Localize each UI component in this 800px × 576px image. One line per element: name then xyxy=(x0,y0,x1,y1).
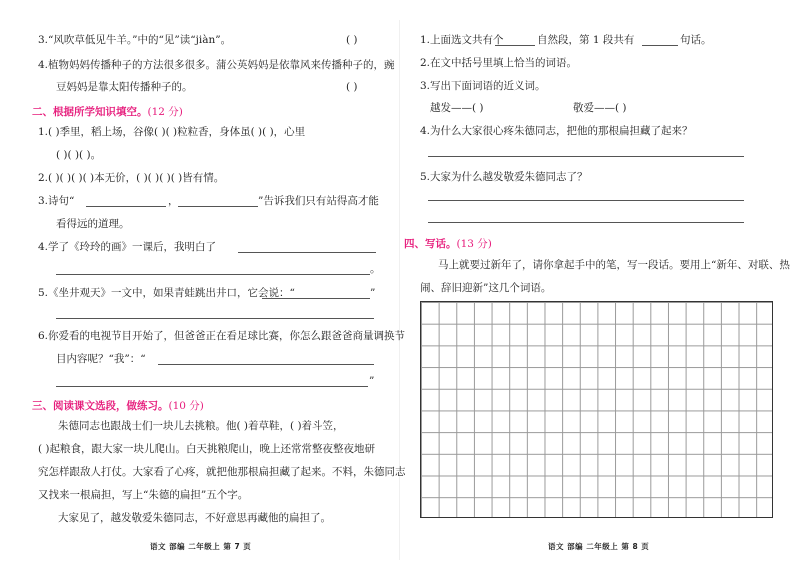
fill-q4: 4.学了《玲玲的画》一课后，我明白了 xyxy=(38,241,217,253)
read-q4: 4.为什么大家很心疼朱德同志，把他的那根扁担藏了起来？ xyxy=(420,125,693,137)
section4-title: 四、写话。 xyxy=(404,238,457,250)
read-q1-blank1[interactable] xyxy=(495,45,535,46)
read-q1-mid: 自然段，第 1 段共有 xyxy=(537,34,635,46)
judge-q4-line2: 豆妈妈是靠太阳传播种子的。 xyxy=(56,81,193,93)
fill-q6-blank2[interactable] xyxy=(56,386,368,387)
page-footer-left: 语文 部编 二年级上 第 7 页 xyxy=(150,542,252,551)
fill-q3-end: ”告诉我们只有站得高才能 xyxy=(258,195,379,207)
fill-q1-line2[interactable]: ( )( )( )。 xyxy=(56,149,102,161)
fill-q4-blank2[interactable] xyxy=(56,274,370,275)
writing-grid[interactable] xyxy=(420,301,773,518)
fill-q5-quote: ” xyxy=(370,287,376,299)
writing-prompt-line2: 闹、辞旧迎新”这几个词语。 xyxy=(420,282,552,294)
section4-heading xyxy=(404,236,492,251)
read-q5: 5.大家为什么越发敬爱朱德同志了？ xyxy=(420,171,588,183)
judge-q4-answer[interactable]: ( ) xyxy=(346,81,358,93)
read-q1-end: 句话。 xyxy=(680,34,712,46)
read-q4-answer-line[interactable] xyxy=(428,156,744,157)
read-q1-start: 1.上面选文共有个 xyxy=(420,34,504,46)
section2-heading xyxy=(32,104,183,119)
passage-line2: ( )起粮食，跟大家一块儿爬山。白天挑粮爬山，晚上还常常整夜整夜地研 xyxy=(38,443,376,455)
read-q5-answer-line1[interactable] xyxy=(428,200,744,201)
fill-q3-mid: ， xyxy=(168,195,179,207)
section3-points: (10 分) xyxy=(168,400,204,412)
fill-q3-blank2[interactable] xyxy=(178,206,258,207)
fill-q5-blank2[interactable] xyxy=(56,318,374,319)
judge-q3: 3.“风吹草低见牛羊。”中的“见”读“jiàn”。 xyxy=(38,34,232,46)
read-q3-synonym-b[interactable]: 敬爱——( ) xyxy=(573,102,627,114)
fill-q6-line1: 6.你爱看的电视节目开始了，但爸爸正在看足球比赛，你怎么跟爸爸商量调换节 xyxy=(38,330,406,342)
read-q1-blank2[interactable] xyxy=(642,45,678,46)
judge-q3-answer[interactable]: ( ) xyxy=(346,34,358,46)
section3-title: 三、阅读课文选段，做练习。 xyxy=(32,400,169,412)
writing-prompt-line1: 马上就要过新年了，请你拿起手中的笔，写一段话。要用上“新年、对联、热 xyxy=(438,259,790,271)
fill-q3-start: 3.诗句“ xyxy=(38,195,75,207)
read-q5-answer-line2[interactable] xyxy=(428,222,744,223)
fill-q6-quote: ” xyxy=(369,375,375,387)
judge-q4-line1: 4.植物妈妈传播种子的方法很多很多。蒲公英妈妈是依靠风来传播种子的，豌 xyxy=(38,59,395,71)
fill-q6-line2: 目内容呢？“我”：“ xyxy=(56,353,146,365)
fill-q4-end: 。 xyxy=(370,263,381,275)
fill-q4-blank1[interactable] xyxy=(238,252,376,253)
section2-points: (12 分) xyxy=(147,106,183,118)
passage-line1: 朱德同志也跟战士们一块儿去挑粮。他( )着草鞋，( )着斗笠， xyxy=(58,420,344,432)
passage-line5: 大家见了，越发敬爱朱德同志，不好意思再藏他的扁担了。 xyxy=(58,512,331,524)
fill-q2[interactable]: 2.( )( )( )( )本无价，( )( )( )( )皆有情。 xyxy=(38,172,225,184)
fill-q3-blank1[interactable] xyxy=(86,206,166,207)
section2-title: 二、根据所学知识填空。 xyxy=(32,106,148,118)
section3-heading xyxy=(32,398,204,413)
fill-q5: 5.《坐井观天》一文中，如果青蛙跳出井口，它会说：“ xyxy=(38,287,295,299)
passage-line3: 究怎样跟敌人打仗。大家看了心疼，就把他那根扁担藏了起来。不料，朱德同志 xyxy=(38,466,406,478)
fill-q6-blank1[interactable] xyxy=(158,364,374,365)
page-footer-right: 语文 部编 二年级上 第 8 页 xyxy=(548,542,650,551)
section4-points: (13 分) xyxy=(456,238,492,250)
passage-line4: 又找来一根扁担，写上“朱德的扁担”五个字。 xyxy=(38,489,249,501)
fill-q5-blank1[interactable] xyxy=(262,298,370,299)
read-q3: 3.写出下面词语的近义词。 xyxy=(420,80,546,92)
fill-q3-line2: 看得远的道理。 xyxy=(56,218,130,230)
fill-q1-line1[interactable]: 1.( )季里，稻上场，谷像( )( )粒粒香，身体虽( )( )，心里 xyxy=(38,126,306,138)
read-q3-synonym-a[interactable]: 越发——( ) xyxy=(430,102,484,114)
read-q2: 2.在文中括号里填上恰当的词语。 xyxy=(420,57,578,69)
